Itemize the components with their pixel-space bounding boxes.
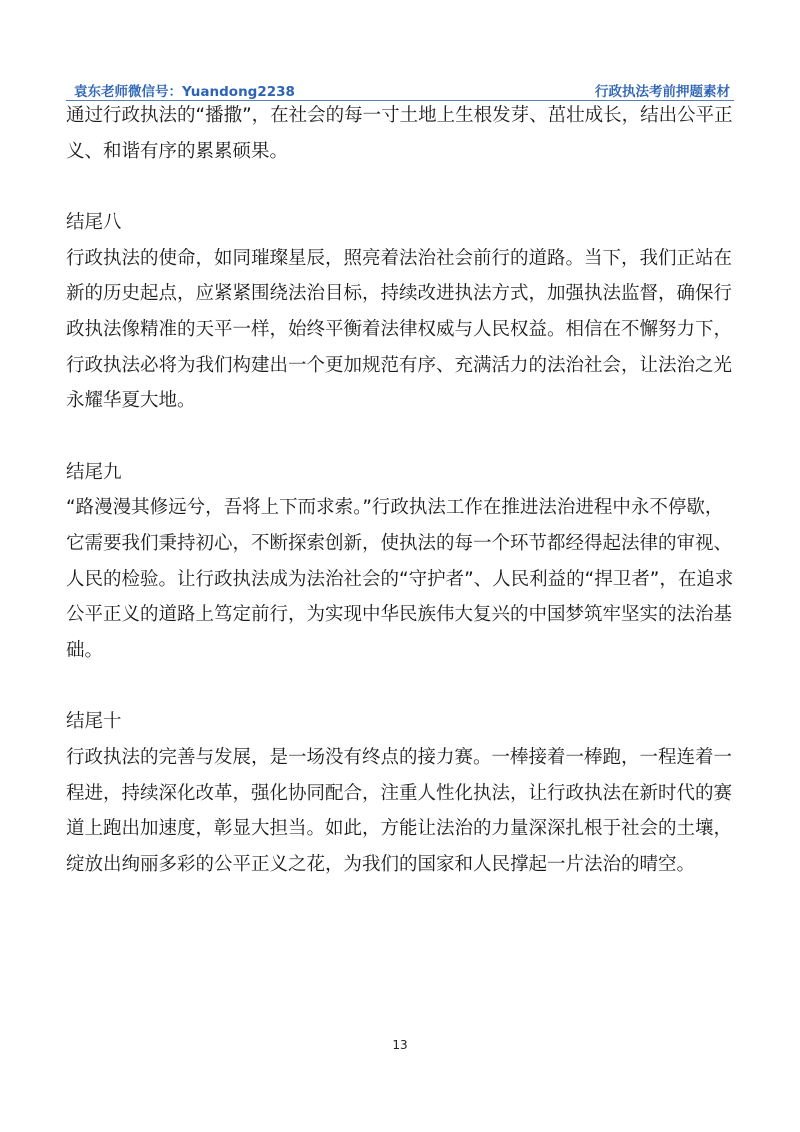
section-heading-8: 结尾八 — [66, 212, 122, 234]
section-heading-10: 结尾十 — [66, 711, 122, 733]
section-spacer — [66, 169, 736, 205]
section-body-9: “路漫漫其修远兮，吾将上下而求索。”行政执法工作在推进法治进程中永不停歇，它需要我们秉持初心，不断探索创新，使执法的每一个环节都经得起法律的审视、人民的检验。让行政执法成为法治社会的“守护者”、人民利益的“捍卫者”，在追求公平正义的道路上笃定前行，为实现中华民族伟大复兴的中国梦筑牢坚实的法治基础。 — [66, 497, 734, 661]
page-number: 13 — [392, 1038, 408, 1052]
intro-paragraph: 通过行政执法的“播撒”，在社会的每一寸土地上生根发芽、茁壮成长，结出公平正义、和谐有序的累累硕果。 — [66, 105, 733, 162]
section-body-8: 行政执法的使命，如同璀璨星辰，照亮着法治社会前行的道路。当下，我们正站在新的历史起点，应紧紧围绕法治目标，持续改进执法方式，加强执法监督，确保行政执法像精准的天平一样，始终平衡着法律权威与人民权益。相信在不懈努力下，行政执法必将为我们构建出一个更加规范有序、充满活力的法治社会，让法治之光永耀华夏大地。 — [66, 247, 733, 412]
header-contact: 袁东老师微信号：Yuandong2238 — [74, 84, 295, 100]
section-spacer — [66, 668, 736, 704]
section-heading-9: 结尾九 — [66, 461, 122, 483]
section-body-10: 行政执法的完善与发展，是一场没有终点的接力赛。一棒接着一棒跑，一程连着一程进，持续深化改革，强化协同配合，注重人性化执法，让行政执法在新时代的赛道上跑出加速度，彰显大担当。如此，方能让法治的力量深深扎根于社会的土壤，绽放出绚丽多彩的公平正义之花，为我们的国家和人民撑起一片法治的晴空。 — [66, 746, 733, 875]
section-spacer — [66, 419, 736, 455]
document-body — [66, 98, 736, 882]
header-doc-title: 行政执法考前押题素材 — [595, 84, 730, 100]
